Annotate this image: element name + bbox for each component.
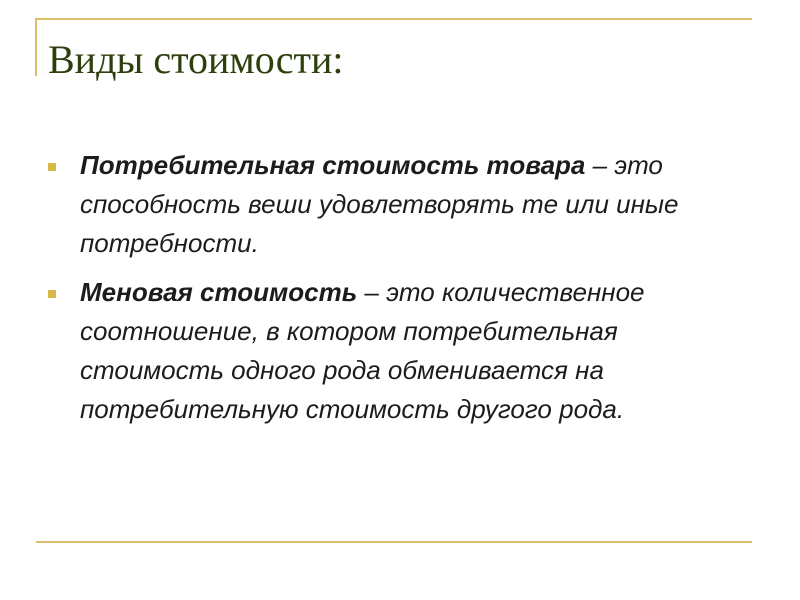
bullet-definition: – это способность веши удовлетворять те или иные потребности. <box>80 150 679 258</box>
bullet-term: Потребительная стоимость товара <box>80 150 586 180</box>
title-accent-tick <box>35 18 37 76</box>
top-divider <box>36 18 752 20</box>
bottom-divider <box>36 541 752 543</box>
bullet-item-use-value <box>46 146 766 263</box>
slide-title: Виды стоимости: <box>48 37 344 82</box>
bullet-definition: – это количественное соотношение, в котором потребительная стоимость одного рода обменивается на потребительную стоимость другого рода. <box>80 277 645 424</box>
bullet-term: Меновая стоимость <box>80 277 358 307</box>
square-bullet-icon <box>48 163 56 171</box>
square-bullet-icon <box>48 290 56 298</box>
bullet-list <box>46 146 766 439</box>
bullet-item-exchange-value <box>46 273 766 429</box>
